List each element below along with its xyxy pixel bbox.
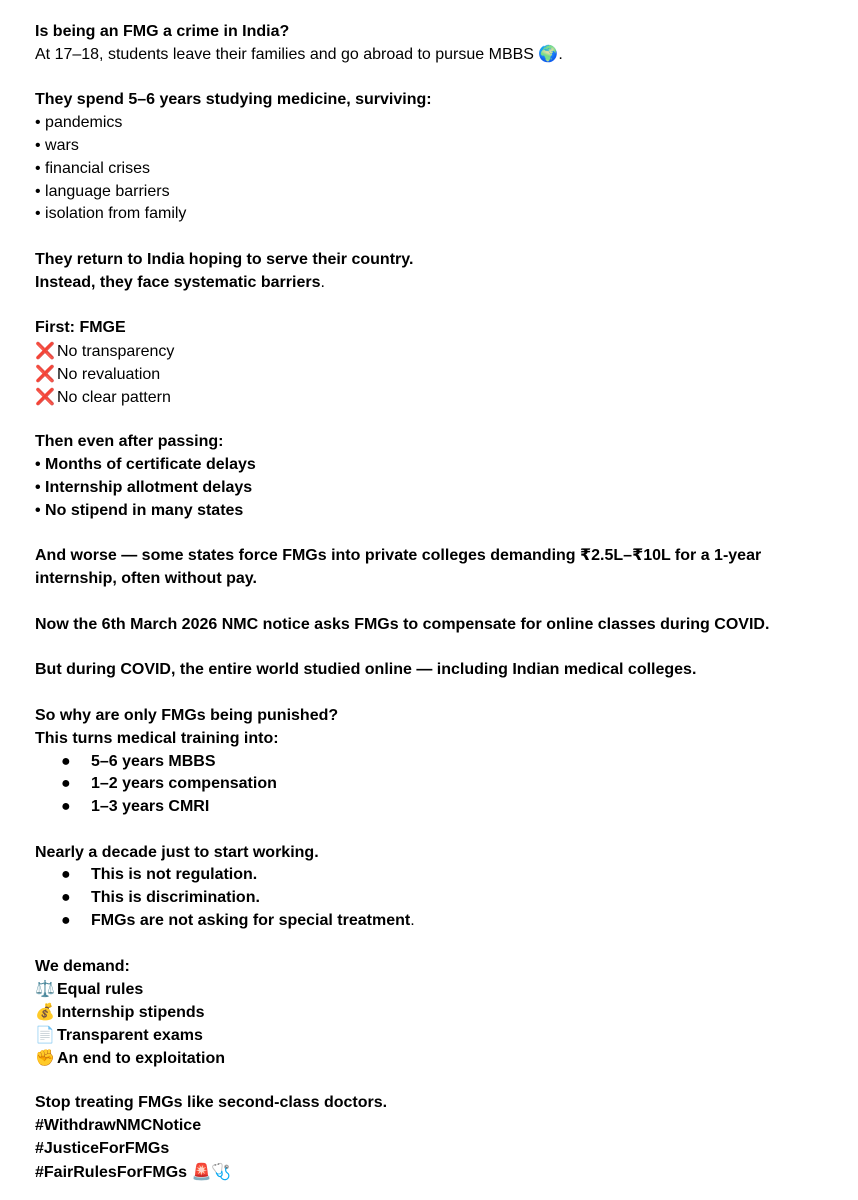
list-item: • Months of certificate delays bbox=[35, 456, 256, 474]
covid-line: But during COVID, the entire world studied online — including Indian medical colleges. bbox=[35, 661, 697, 679]
worse-line-1: And worse — some states force FMGs into private colleges demanding ₹2.5L–₹10L for a 1-year bbox=[35, 547, 762, 565]
stop-line: Stop treating FMGs like second-class doctors. bbox=[35, 1094, 388, 1112]
list-item: • Internship allotment delays bbox=[35, 478, 253, 496]
list-item: ● This is discrimination. bbox=[35, 887, 822, 910]
list-item: ❌ No transparency bbox=[35, 340, 822, 363]
list-item: ● 1–3 years CMRI bbox=[35, 796, 822, 819]
cross-mark-icon: ❌ bbox=[35, 386, 55, 406]
list-item: ● This is not regulation. bbox=[35, 864, 822, 887]
spend-heading: They spend 5–6 years studying medicine, surviving: bbox=[35, 91, 432, 109]
bullet-icon: ● bbox=[61, 775, 71, 793]
turns-line: This turns medical training into: bbox=[35, 729, 279, 747]
list-item: ● 5–6 years MBBS bbox=[35, 751, 822, 774]
cross-mark-icon: ❌ bbox=[35, 363, 55, 383]
list-item: 📄 Transparent exams bbox=[35, 1024, 822, 1047]
demand-heading: We demand: bbox=[35, 957, 130, 975]
raised-fist-icon: ✊ bbox=[35, 1047, 55, 1067]
bullet-icon: ● bbox=[61, 889, 71, 907]
notice-line: Now the 6th March 2026 NMC notice asks FMGs to compensate for online classes during COVID. bbox=[35, 615, 770, 633]
bullet-icon: ● bbox=[61, 752, 71, 770]
list-item: • language barriers bbox=[35, 182, 170, 200]
list-item: • wars bbox=[35, 136, 79, 154]
return-line-1: They return to India hoping to serve their country. bbox=[35, 250, 414, 268]
document-icon: 📄 bbox=[35, 1025, 55, 1045]
why-line: So why are only FMGs being punished? bbox=[35, 706, 339, 724]
cross-mark-icon: ❌ bbox=[35, 341, 55, 361]
bullet-icon: ● bbox=[61, 798, 71, 816]
bullet-icon: ● bbox=[61, 912, 71, 930]
siren-stethoscope-icon: 🚨🩺 bbox=[191, 1161, 232, 1181]
decade-line: Nearly a decade just to start working. bbox=[35, 843, 319, 861]
list-item: ✊ An end to exploitation bbox=[35, 1047, 822, 1070]
money-bag-icon: 💰 bbox=[35, 1002, 55, 1022]
list-item: ● FMGs are not asking for special treatment. bbox=[35, 910, 822, 933]
list-item: • isolation from family bbox=[35, 205, 187, 223]
after-heading: Then even after passing: bbox=[35, 433, 224, 451]
hashtag: #JusticeForFMGs bbox=[35, 1140, 170, 1158]
list-item: ⚖️ Equal rules bbox=[35, 978, 822, 1001]
hashtag: #WithdrawNMCNotice bbox=[35, 1117, 202, 1135]
list-item: ❌ No revaluation bbox=[35, 363, 822, 386]
list-item: • financial crises bbox=[35, 159, 150, 177]
bullet-icon: ● bbox=[61, 866, 71, 884]
title: Is being an FMG a crime in India? bbox=[35, 23, 290, 40]
list-item: • pandemics bbox=[35, 114, 123, 132]
list-item: ● 1–2 years compensation bbox=[35, 773, 822, 796]
list-item: 💰 Internship stipends bbox=[35, 1001, 822, 1024]
balance-scale-icon: ⚖️ bbox=[35, 979, 55, 999]
list-item: • No stipend in many states bbox=[35, 501, 244, 519]
list-item: ❌ No clear pattern bbox=[35, 386, 822, 409]
hashtag: #FairRulesForFMGs 🚨🩺 bbox=[35, 1161, 232, 1181]
intro: At 17–18, students leave their families and go abroad to pursue MBBS 🌍. bbox=[35, 45, 563, 63]
return-line-2: Instead, they face systematic barriers. bbox=[35, 273, 325, 291]
fmge-heading: First: FMGE bbox=[35, 319, 126, 337]
worse-line-2: internship, often without pay. bbox=[35, 570, 257, 588]
